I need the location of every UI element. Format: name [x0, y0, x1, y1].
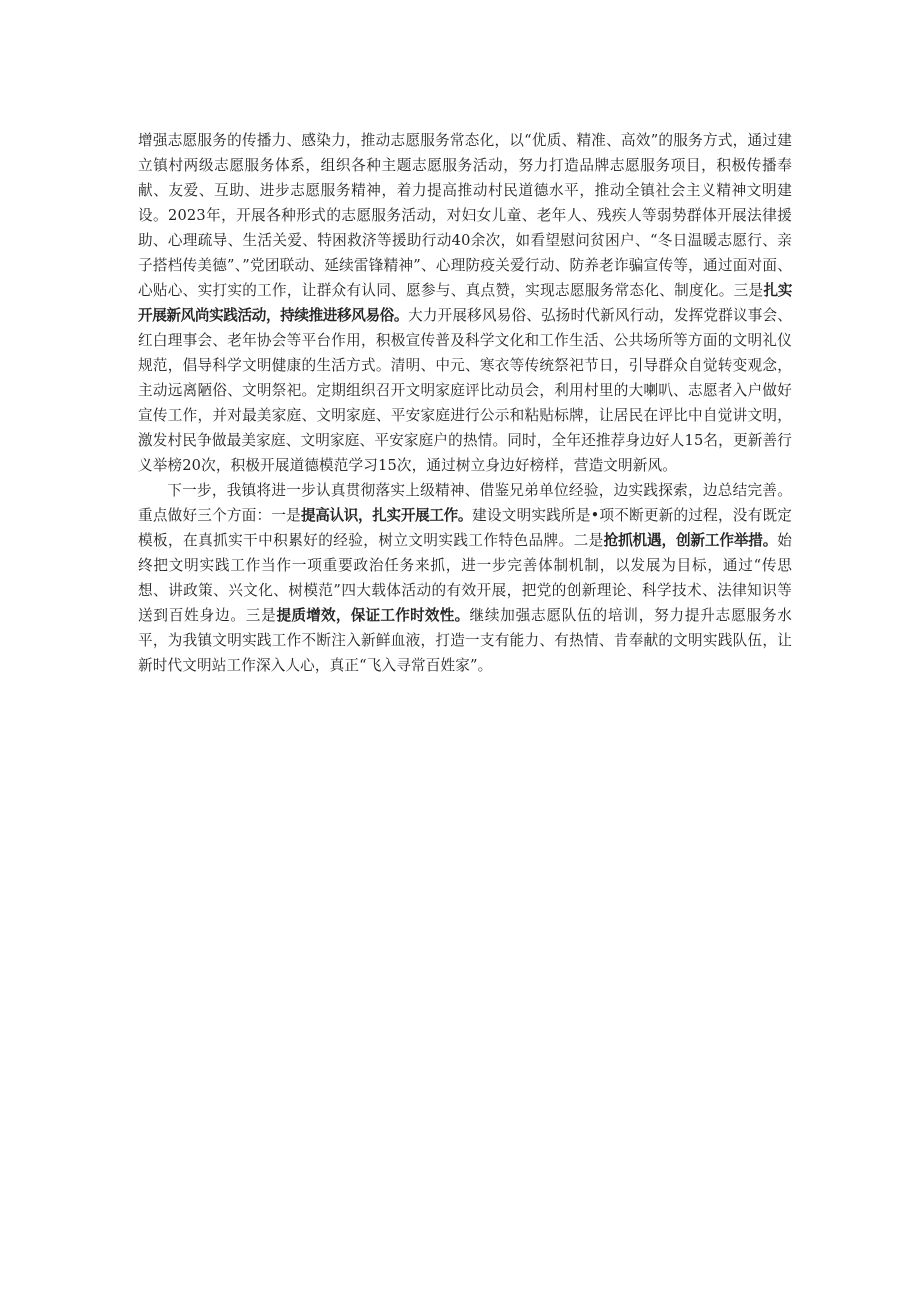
text-run: 大力开展移风易俗、弘扬时代新风行动，发挥党群议事会、红白理事会、老年协会等平台作用，积极宣传普及科学文化和工作生活、公共场所等方面的文明礼仪规范，倡导科学文明健康的生活方式。清明、中元、寒衣等传统祭祀节日，引导群众自觉转变观念，主动远离陋俗、文明祭祀。定期组织召开文明家庭评比动员会，利用村里的大喇叭、志愿者入户做好宣传工作，并对最美家庭、文明家庭、平安家庭进行公示和粘贴标牌，让居民在评比中自觉讲文明，激发村民争做最美家庭、文明家庭、平安家庭户的热情。同时，全年还推荐身边好人15名，更新善行义举榜20次，积极开展道德模范学习15次，通过树立身边好榜样，营造文明新风。 — [138, 307, 792, 474]
paragraph-volunteer-service — [138, 128, 792, 478]
bold-heading: 抢抓机遇，创新工作举措。 — [603, 532, 778, 549]
document-body — [138, 128, 792, 678]
text-run: 建设文明实践所是•项不断更新的过程，没有既定模板，在真抓实干中积累好的经验，树立文明实践工作特色品牌。二是 — [138, 507, 792, 549]
bold-heading: 扎实开展新风尚实践活动，持续推进移风易俗。 — [138, 282, 792, 324]
text-run: 继续加强志愿队伍的培训，努力提升志愿服务水平，为我镇文明实践工作不断注入新鲜血液，打造一支有能力、有热情、肯奉献的文明实践队伍，让新时代文明站工作深入人心，真正“飞入寻常百姓家”。 — [138, 607, 792, 674]
bold-heading: 提质增效，保证工作时效性。 — [276, 607, 470, 624]
paragraph-next-steps — [138, 478, 792, 678]
text-run: 下一步，我镇将进一步认真贯彻落实上级精神、借鉴兄弟单位经验，边实践探索，边总结完善。重点做好三个方面：一是 — [138, 482, 792, 524]
text-run: 增强志愿服务的传播力、感染力，推动志愿服务常态化，以“优质、精准、高效”的服务方式，通过建立镇村两级志愿服务体系，组织各种主题志愿服务活动，努力打造品牌志愿服务项目，积极传播奉献、友爱、互助、进步志愿服务精神，着力提高推动村民道德水平，推动全镇社会主义精神文明建设。2023年，开展各种形式的志愿服务活动，对妇女儿童、老年人、残疾人等弱势群体开展法律援助、心理疏导、生活关爱、特困救济等援助行动40余次，如看望慰问贫困户、“冬日温暖志愿行、亲子搭档传美德”、”党团联动、延续雷锋精神”、心理防疫关爱行动、防养老诈骗宣传等，通过面对面、心贴心、实打实的工作，让群众有认同、愿参与、真点赞，实现志愿服务常态化、制度化。三是 — [138, 132, 792, 299]
bold-heading: 提高认识，扎实开展工作。 — [300, 507, 473, 524]
text-run: 始终把文明实践工作当作一项重要政治任务来抓，进一步完善体制机制，以发展为目标，通过“传思想、讲政策、兴文化、树模范”四大载体活动的有效开展，把党的创新理论、科学技术、法律知识等送到百姓身边。三是 — [138, 532, 792, 624]
